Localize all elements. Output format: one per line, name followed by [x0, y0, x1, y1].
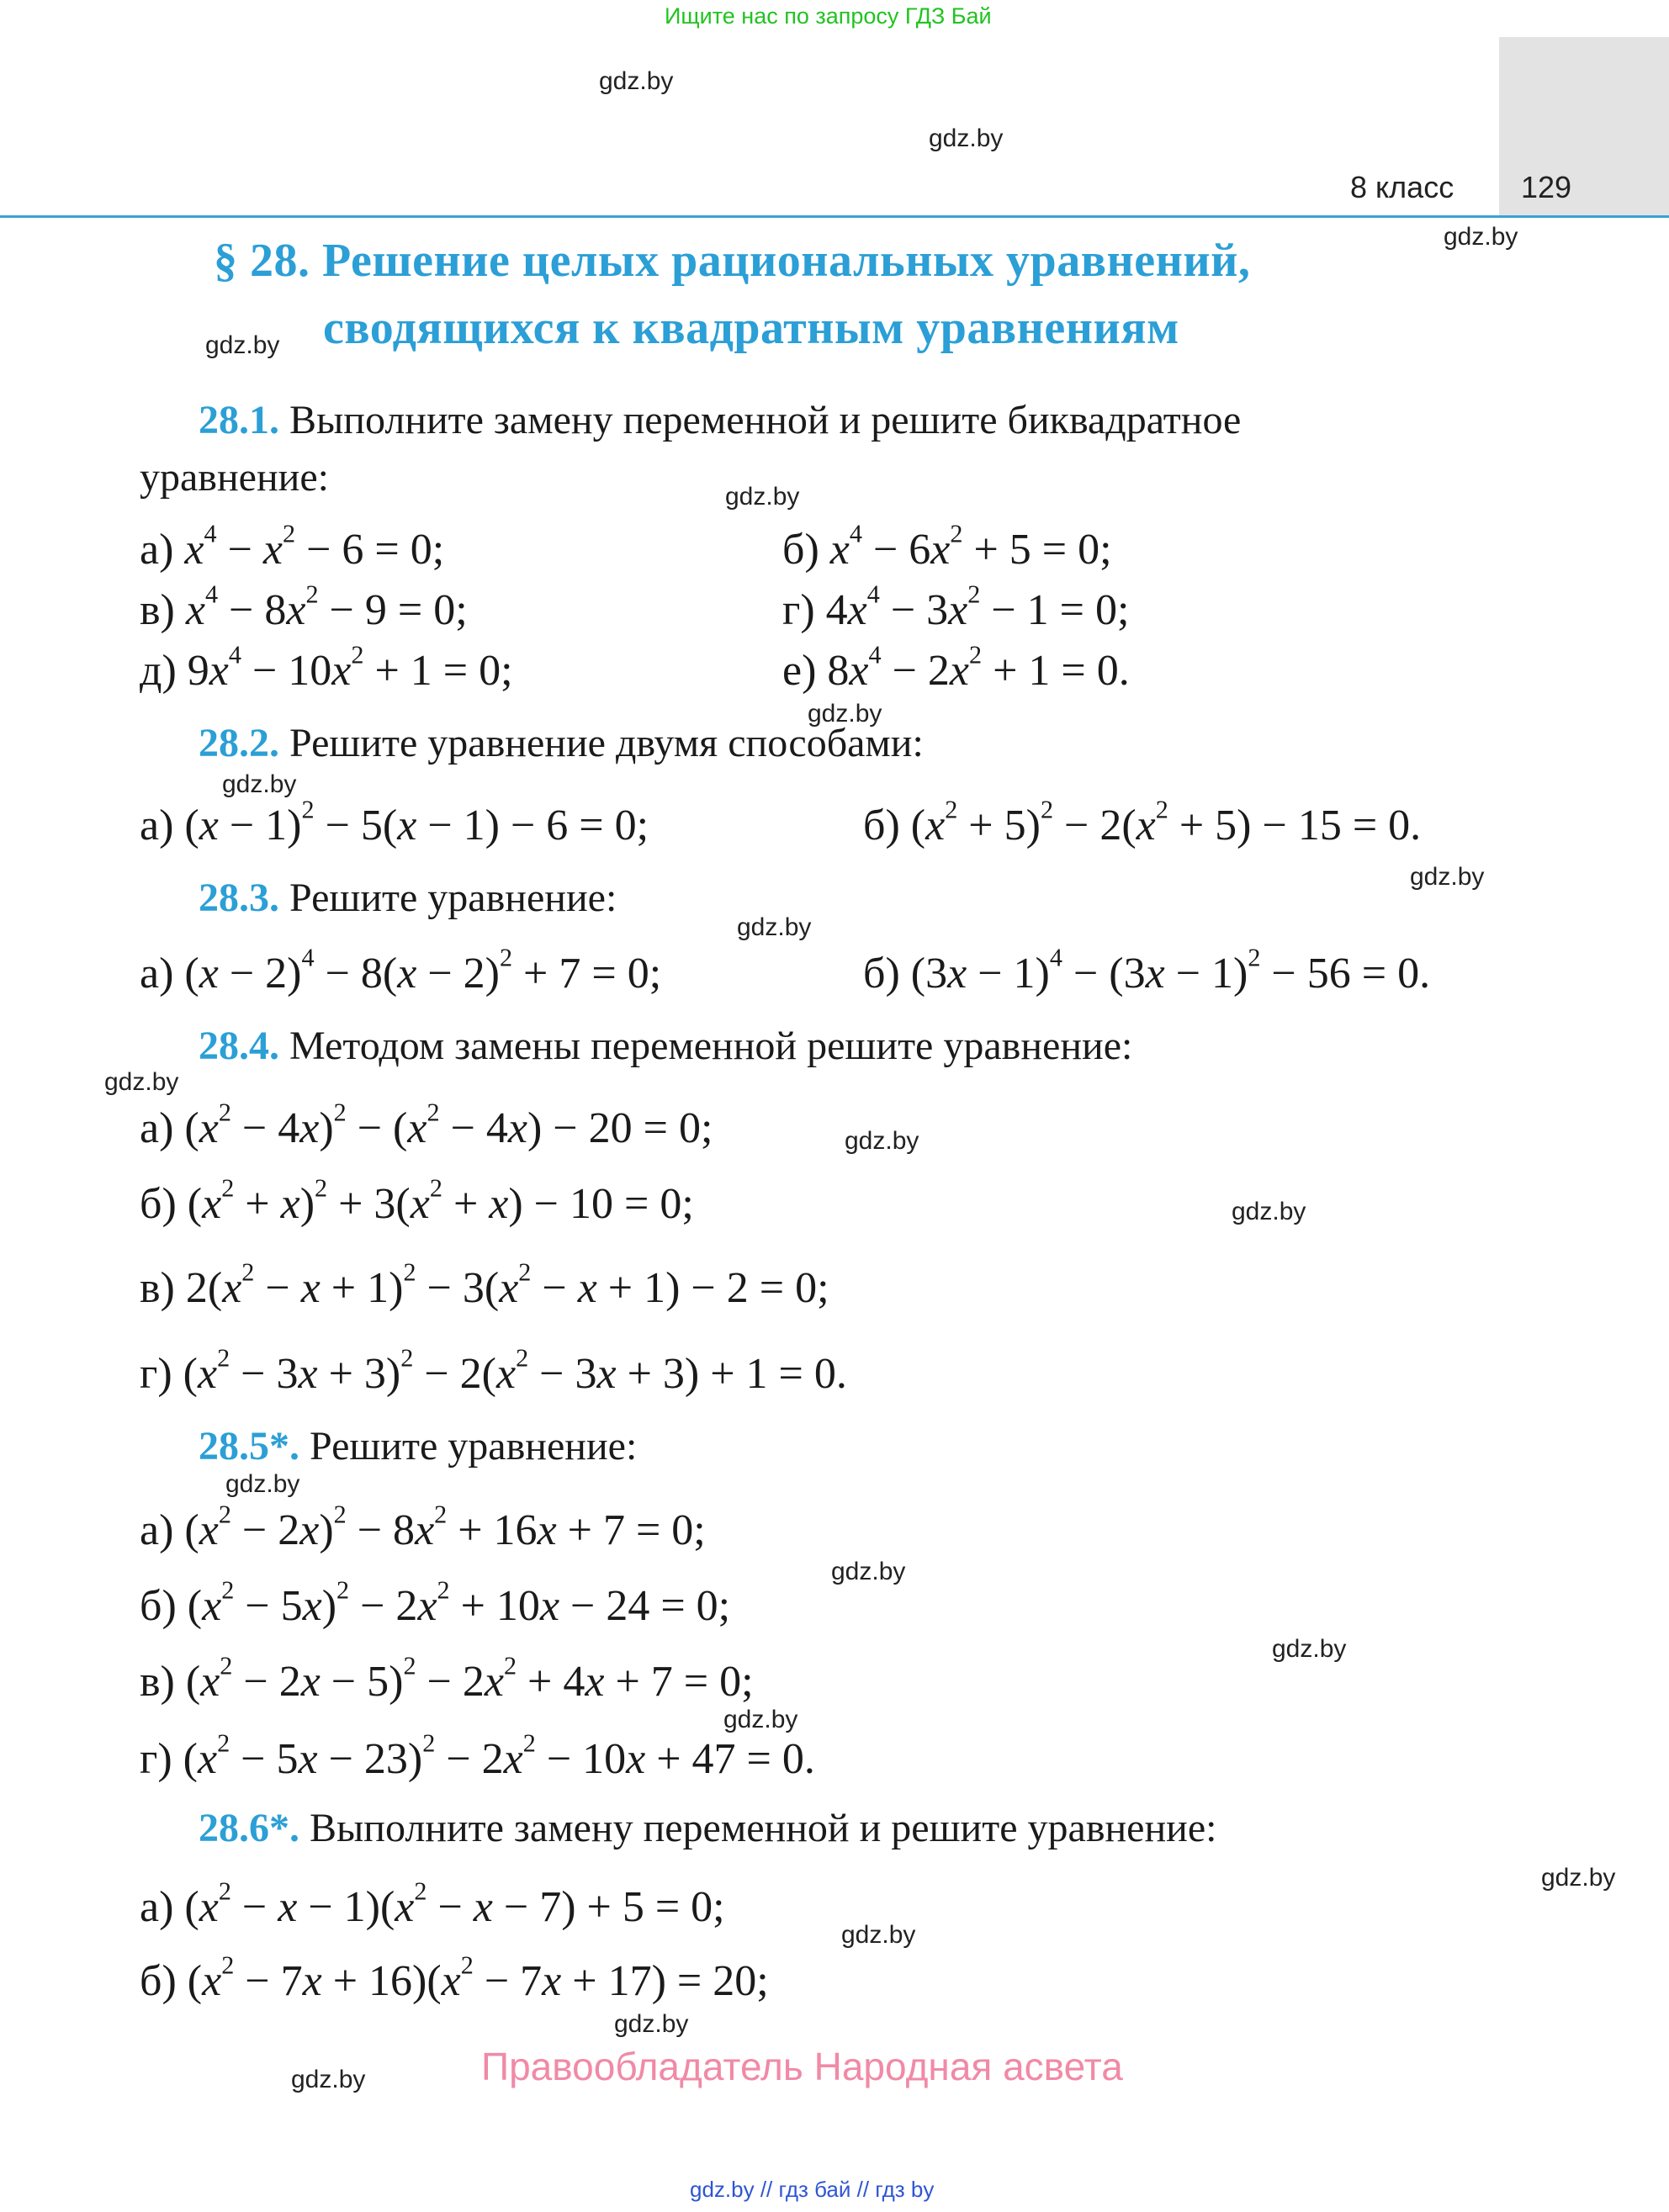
equation: б) $(3x - 1)^4 - (3x - 1)^2 - 56 = 0$. — [863, 943, 1431, 998]
top-banner: Ищите нас по запросу ГДЗ Бай — [665, 3, 992, 29]
item-label: б) — [782, 526, 819, 574]
equation: е) $8x^4 - 2x^2 + 1 = 0$. — [782, 640, 1130, 695]
equation: а) $x^4 - x^2 - 6 = 0$; — [140, 519, 445, 574]
watermark: gdz.by — [1410, 863, 1485, 891]
item-label: в) — [140, 1658, 175, 1706]
task-number: 28.1. — [199, 398, 279, 442]
task-number: 28.3. — [199, 876, 279, 920]
item-label: б) — [140, 1957, 177, 2005]
watermark: gdz.by — [225, 1470, 300, 1498]
watermark: gdz.by — [723, 1706, 798, 1733]
equation: б) $(x^2 + 5)^2 - 2(x^2 + 5) - 15 = 0$. — [863, 795, 1422, 849]
item-label: г) — [782, 586, 815, 634]
item-label: а) — [140, 1506, 174, 1554]
task-28-1-heading — [199, 397, 1241, 443]
item-label: б) — [140, 1180, 177, 1228]
equation: б) $x^4 - 6x^2 + 5 = 0$; — [782, 519, 1112, 574]
item-label: а) — [140, 1883, 174, 1931]
task-number: 28.2. — [199, 721, 279, 765]
watermark: gdz.by — [614, 2010, 689, 2038]
watermark: gdz.by — [1444, 223, 1518, 251]
watermark: gdz.by — [1541, 1864, 1616, 1892]
item-label: г) — [140, 1735, 172, 1783]
grade-label: 8 класс — [1350, 170, 1454, 204]
equation: а) $(x^2 - 2x)^2 - 8x^2 + 16x + 7 = 0$; — [140, 1500, 706, 1554]
section-title-line2: сводящихся к квадратным уравнениям — [323, 302, 1179, 354]
equation: б) $(x^2 - 7x + 16)(x^2 - 7x + 17) = 20$; — [140, 1950, 769, 2005]
watermark: gdz.by — [222, 770, 297, 798]
watermark: gdz.by — [1232, 1198, 1306, 1225]
task-text: Выполните замену переменной и решите биквадратное — [289, 398, 1242, 442]
watermark: gdz.by — [929, 124, 1004, 152]
task-28-4-heading — [199, 1023, 1132, 1069]
watermark: gdz.by — [845, 1127, 919, 1155]
task-28-6-heading — [199, 1805, 1217, 1851]
item-label: е) — [782, 647, 817, 695]
equation: г) $(x^2 - 3x + 3)^2 - 2(x^2 - 3x + 3) + 1 = 0$. — [140, 1343, 847, 1398]
item-label: б) — [863, 802, 900, 849]
copyright-notice: Правообладатель Народная асвета — [481, 2045, 1123, 2088]
header-divider — [0, 215, 1669, 218]
equation: а) $(x^2 - x - 1)(x^2 - x - 7) + 5 = 0$; — [140, 1876, 725, 1931]
equation: д) $9x^4 - 10x^2 + 1 = 0$; — [140, 640, 513, 695]
task-28-5-heading — [199, 1423, 637, 1469]
task-number: 28.6*. — [199, 1806, 299, 1850]
task-28-3-heading — [199, 875, 617, 921]
equation: в) $x^4 - 8x^2 - 9 = 0$; — [140, 579, 468, 634]
equation: а) $(x - 2)^4 - 8(x - 2)^2 + 7 = 0$; — [140, 943, 662, 998]
section-title-line1: § 28. Решение целых рациональных уравнений, — [214, 235, 1251, 287]
footer-links[interactable]: gdz.by // гдз бай // гдз by — [690, 2177, 935, 2202]
watermark: gdz.by — [841, 1921, 916, 1949]
watermark: gdz.by — [808, 700, 882, 728]
equation: в) $2(x^2 - x + 1)^2 - 3(x^2 - x + 1) - 2 = 0$; — [140, 1257, 829, 1312]
watermark: gdz.by — [725, 483, 800, 511]
item-label: в) — [140, 1264, 175, 1312]
equation: в) $(x^2 - 2x - 5)^2 - 2x^2 + 4x + 7 = 0$; — [140, 1651, 754, 1706]
item-label: в) — [140, 586, 175, 634]
item-label: а) — [140, 1104, 174, 1152]
task-text: Решите уравнение: — [289, 876, 617, 920]
task-text: Решите уравнение: — [310, 1424, 638, 1468]
watermark: gdz.by — [831, 1558, 906, 1585]
item-label: б) — [863, 950, 900, 998]
page-number: 129 — [1521, 170, 1572, 204]
equation: г) $(x^2 - 5x - 23)^2 - 2x^2 - 10x + 47 = 0$. — [140, 1728, 815, 1783]
equation: б) $(x^2 - 5x)^2 - 2x^2 + 10x - 24 = 0$; — [140, 1575, 731, 1630]
task-text: Методом замены переменной решите уравнение: — [289, 1024, 1133, 1068]
equation: а) $(x^2 - 4x)^2 - (x^2 - 4x) - 20 = 0$; — [140, 1098, 713, 1152]
watermark: gdz.by — [205, 331, 280, 359]
item-label: а) — [140, 950, 174, 998]
item-label: б) — [140, 1582, 177, 1630]
watermark: gdz.by — [291, 2066, 366, 2093]
task-text: Решите уравнение двумя способами: — [289, 721, 924, 765]
item-label: а) — [140, 802, 174, 849]
task-number: 28.5*. — [199, 1424, 299, 1468]
item-label: а) — [140, 526, 174, 574]
task-28-2-heading — [199, 720, 924, 766]
equation: а) $(x - 1)^2 - 5(x - 1) - 6 = 0$; — [140, 795, 649, 849]
watermark: gdz.by — [599, 67, 674, 95]
task-text: Выполните замену переменной и решите уравнение: — [310, 1806, 1217, 1850]
watermark: gdz.by — [104, 1068, 179, 1096]
task-number: 28.4. — [199, 1024, 279, 1068]
watermark: gdz.by — [737, 913, 812, 941]
equation: б) $(x^2 + x)^2 + 3(x^2 + x) - 10 = 0$; — [140, 1173, 694, 1228]
task-28-1-text-cont: уравнение: — [140, 455, 329, 500]
item-label: д) — [140, 647, 177, 695]
equation: г) $4x^4 - 3x^2 - 1 = 0$; — [782, 579, 1130, 634]
watermark: gdz.by — [1272, 1635, 1347, 1663]
item-label: г) — [140, 1350, 172, 1398]
